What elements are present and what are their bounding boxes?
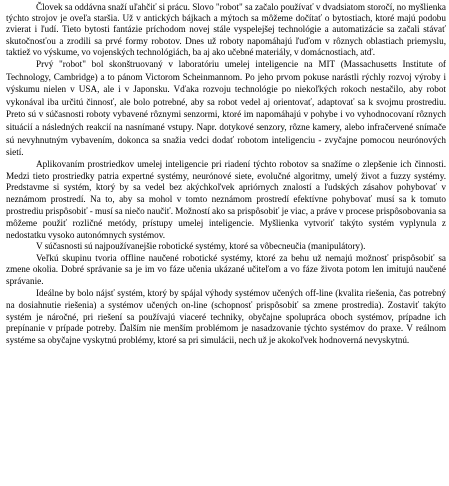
paragraph-manipulators: V súčasnosti sú najpoužívanejšie robotické systémy, ktoré sa vôbecneučia (manipulátory). xyxy=(36,241,366,252)
paragraph-ideal-system: Ideálne by bolo nájsť systém, ktorý by spájal výhody systémov učených off-line (kvalita riešenia, čas potrebný na dosiahnutie riešenia) a systémov učených on-line (schopnosť prispôsobiť sa zmene prostredia). Zostaviť takýto systém je náročné, pri riešení sa používajú viaceré techniky, obyčajne spolupráca oboch systémov, prípadne ich prepínanie v prípade potreby. Ďalším nie menším problémom je nasadzovanie týchto systémov do praxe. V reálnom systéme sa obyčajne vyskytnú problémy, ktoré sa pri simulácii, nech už je akokoľvek hodnoverná nevyskytnú. xyxy=(6,287,446,346)
paragraph-ai-methods: Aplikovaním prostriedkov umelej inteligencie pri riadení týchto robotov sa snažíme o zlepšenie ich činnosti. Medzi tieto prostriedky patria expertné systémy, neurónové siete, evolučné algoritmy, umelý život a fuzzy systémy. Predstavme si systém, ktorý by sa vedel bez akýchkoľvek apriórnych znalostí a ľudských zásahov pohybovať v neznámom prostredí. Na to, aby sa mohol v tomto neznámom prostredí efektívne pohybovať musí sa k tomuto prostrediu prispôsobiť - musí sa niečo naučiť. Možností ako sa prispôsobiť je viac, a práve v procese prispôsobovania sa môžeme použiť rozličné metódy, prístupy umelej inteligencie. Myšlienka vytvoriť takýto systém vyplynula z nedostatku vysoko autonómnych systémov. xyxy=(6,158,446,240)
paragraph-offline-systems: Veľkú skupinu tvoria offline naučené robotické systémy, ktoré za behu už nemajú možnosť prispôsobiť sa zmene okolia. Dobré správanie sa je im vo fáze učenia ukázané učiteľom a vo fáze života potom len imitujú naučené správanie. xyxy=(6,252,446,287)
paragraph-first-robot: Prvý "robot" bol skonštruovaný v laboratóriu umelej inteligencie na MIT (Massachusetts Institute of Technology, Cambridge) a to pánom Victorom Scheinmannom. Po jeho prvom pokuse narástli rýchly rozvoj výroby i výskumu nielen v USA, ale i v Japonsku. Vďaka rozvoju technológie po niekoľkých rokoch nestačilo, aby robot vykonával iba určitú činnosť, ale bolo potrebné, aby sa robot vedel aj orientovať, adaptovať sa k svojmu prostrediu. Preto sú v súčasnosti roboty vybavené rôznymi senzormi, ktoré im napomáhajú v pohybe i vo vyhodnocovaní rôznych situácií a následných reakcií na nasnímané vstupy. Napr. dotykové senzory, rôzne kamery, alebo infračervené snímače sú nevyhnutným vybavením, dokonca sa snažia vedci dodať robotom inteligenciu - zvyčajne pomocou neurónových sietí. xyxy=(6,59,446,158)
paragraph-intro: Človek sa oddávna snaží uľahčiť si prácu. Slovo "robot" sa začalo používať v dvadsiatom storočí, no myšlienka týchto strojov je oveľa staršia. Už v antických bájkach a mýtoch sa môžeme dočítať o bytostiach, ktoré majú podobu zvierat i ľudí. Tieto bytosti fantázie príchodom novej stále vyspelejšej technológie a automatizácie sa začali stávať skutočnosťou a zrodili sa prvé formy robotov. Dnes už roboty napomáhajú ľuďom v rôznych oblastiach priemyslu, taktiež vo výskume, vo vojenských technológiách, ba aj ako učebné materiály, v domácnostiach, atď. xyxy=(6,2,446,57)
